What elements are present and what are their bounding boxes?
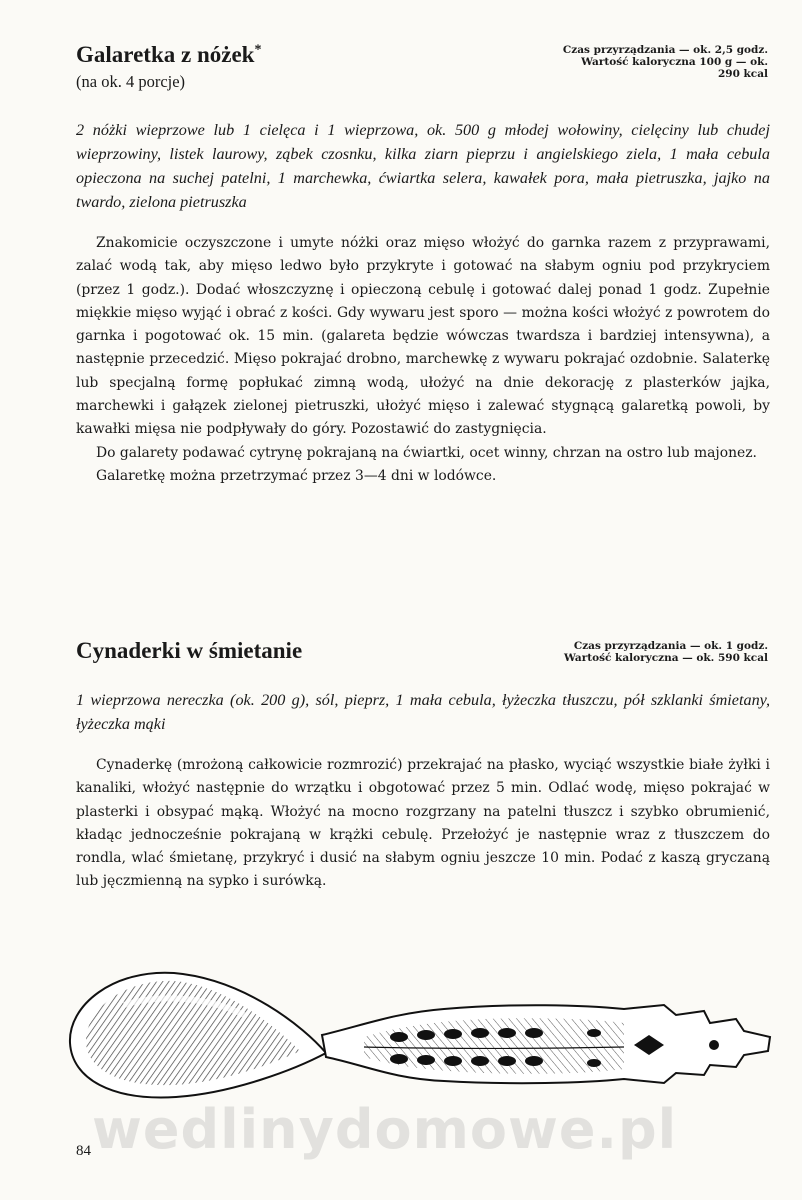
method-text bbox=[76, 754, 770, 894]
prep-time: Czas przyrządzania — ok. 2,5 godz. bbox=[562, 44, 768, 56]
recipe-meta bbox=[564, 640, 768, 664]
method-paragraph: Galaretkę można przetrzymać przez 3—4 dni w lodówce. bbox=[96, 467, 497, 484]
recipe-cynaderki bbox=[76, 636, 770, 894]
recipe-title: Galaretka z nóżek* bbox=[76, 42, 262, 67]
portions-note: (na ok. 4 porcje) bbox=[76, 72, 186, 91]
method-paragraph: Cynaderkę (mrożoną całkowicie rozmrozić) przekrajać na płasko, wyciąć wszystkie białe żyłki i kanaliki, włożyć następnie do wrzątku i obgotować przez 5 min. Odlać wodę, mięso pokrajać w plasterki i obsypać mąką. Włożyć na mocno rozgrzany na patelni tłuszcz i szybko obrumienić, kładąc jednocześnie pokrajaną w krążki cebulę. Przełożyć je następnie wraz z tłuszczem do rondla, wlać śmietanę, przykryć i dusić na słabym ogniu jeszcze 10 min. Podać z kaszą gryczaną lub jęczmienną na sypko i surówką. bbox=[76, 757, 770, 890]
recipe-header bbox=[76, 40, 770, 90]
recipe-galaretka bbox=[76, 40, 770, 488]
calories-value: 290 kcal bbox=[717, 68, 768, 80]
page-number: 84 bbox=[76, 1143, 91, 1159]
recipe-title: Cynaderki w śmietanie bbox=[76, 638, 303, 663]
method-paragraph: Znakomicie oczyszczone i umyte nóżki oraz mięso włożyć do garnka razem z przyprawami, zalać wodą tak, aby mięso ledwo było przykryte i gotować na słabym ogniu pod przykryciem (przez 1 godz.). Dodać włoszczyznę i opieczoną cebulę i gotować dalej ponad 1 godz. Zupełnie miękkie mięso wyjąć i obrać z kości. Gdy wywaru jest sporo — można kości włożyć z powrotem do garnka i pogotować ok. 15 min. (galareta będzie wówczas twardsza i bardziej intensywna), a następnie przecedzić. Mięso pokrajać drobno, marchewkę z wywaru pokrajać ozdobnie. Salaterkę lub specjalną formę popłukać zimną wodą, ułożyć na dnie dekorację z plasterków jajka, marchewki i gałązek zielonej pietruszki, ułożyć mięso i zalewać stygnącą galaretką powoli, by kawałki mięsa nie podpływały do góry. Pozostawić do zastygnięcia. bbox=[76, 235, 770, 438]
footnote-mark: * bbox=[254, 42, 262, 58]
calories-line: Wartość kaloryczna — ok. 590 kcal bbox=[564, 652, 768, 664]
ingredients-list: 2 nóżki wieprzowe lub 1 cielęca i 1 wieprzowa, ok. 500 g młodej wołowiny, cielęciny lub chudej wieprzowiny, listek laurowy, ząbek czosnku, kilka ziarn pieprzu i angielskiego ziela, 1 mała cebula opieczona na suchej patelni, 1 marchewka, ćwiartka selera, kawałek pora, mała pietruszka, jajko na twardo, zielona pietruszka bbox=[76, 121, 770, 211]
recipe-header bbox=[76, 636, 770, 686]
prep-time: Czas przyrządzania — ok. 1 godz. bbox=[573, 640, 768, 652]
recipe-meta bbox=[563, 44, 768, 80]
method-paragraph: Do galarety podawać cytrynę pokrajaną na ćwiartki, ocet winny, chrzan na ostro lub majonez. bbox=[96, 444, 757, 461]
method-text bbox=[76, 232, 770, 488]
wooden-spoon-illustration bbox=[64, 965, 780, 1105]
ingredients-list: 1 wieprzowa nereczka (ok. 200 g), sól, pieprz, 1 mała cebula, łyżeczka tłuszczu, pół szklanki śmietany, łyżeczka mąki bbox=[76, 691, 770, 733]
watermark: wedlinydomowe.pl bbox=[92, 1098, 678, 1161]
calories-line: Wartość kaloryczna 100 g — ok. bbox=[581, 56, 768, 68]
